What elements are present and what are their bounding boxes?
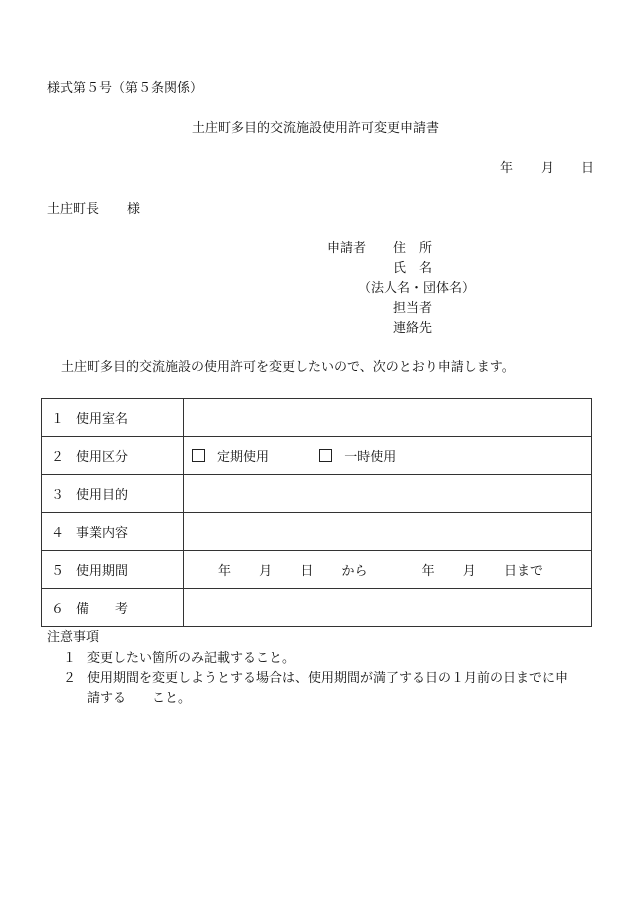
date-year-label: 年 (500, 161, 514, 176)
table-row (42, 437, 592, 475)
row-label-text: 使用期間 (76, 564, 129, 579)
note-1-text: 変更したい箇所のみ記載すること。 (87, 651, 296, 666)
row-label-business (42, 513, 184, 551)
row-label-purpose (42, 475, 184, 513)
applicant-label: 申請者 (327, 241, 367, 256)
row-label-text: 使用目的 (76, 488, 129, 503)
table-row (42, 475, 592, 513)
period-year-from-label: 年 (218, 564, 232, 579)
table-row (42, 551, 592, 589)
row-number: ５ (51, 564, 65, 579)
applicant-corp-note: （法人名・団体名） (358, 281, 476, 296)
date-day-label: 日 (581, 161, 595, 176)
table-row (42, 589, 592, 627)
period-year-to-label: 年 (421, 564, 435, 579)
row-number: ６ (51, 602, 65, 617)
row-label-text: 使用室名 (76, 412, 129, 427)
table-row (42, 399, 592, 437)
note-1-number: １ (63, 651, 77, 666)
row-label-text: 事業内容 (76, 526, 129, 541)
addressee-honorific: 様 (127, 202, 141, 217)
document-title: 土庄町多目的交流施設使用許可変更申請書 (192, 121, 440, 136)
date-month-label: 月 (541, 161, 555, 176)
addressee: 土庄町長 (47, 202, 100, 217)
period-from-label: から (341, 564, 368, 579)
row-number: ２ (51, 450, 65, 465)
applicant-name-label: 氏 名 (393, 261, 433, 276)
table-row (42, 513, 592, 551)
usage-period-field[interactable] (184, 551, 592, 589)
applicant-person-in-charge-label: 担当者 (393, 301, 433, 316)
business-content-field[interactable] (184, 513, 592, 551)
period-day-until-label: 日まで (503, 564, 543, 579)
applicant-address-label: 住 所 (393, 241, 433, 256)
form-number: 様式第５号（第５条関係） (47, 81, 204, 96)
row-label-text: 備 考 (76, 602, 129, 617)
period-month-from-label: 月 (259, 564, 273, 579)
row-label-remarks (42, 589, 184, 627)
option-regular-use-label: 定期使用 (217, 450, 270, 465)
application-table (41, 398, 592, 627)
usage-type-field (184, 437, 592, 475)
row-label-period (42, 551, 184, 589)
row-label-usage-type (42, 437, 184, 475)
notes-heading: 注意事項 (47, 630, 100, 645)
row-number: １ (51, 412, 65, 427)
period-day-from-label: 日 (300, 564, 314, 579)
row-label-text: 使用区分 (76, 450, 129, 465)
row-number: ３ (51, 488, 65, 503)
checkbox-temporary-use[interactable] (319, 449, 332, 462)
note-2-text: 使用期間を変更しようとする場合は、使用期間が満了する日の１月前の日までに申 (87, 671, 569, 686)
note-2-number: ２ (63, 671, 77, 686)
room-name-field[interactable] (184, 399, 592, 437)
note-2-text-continued: 請する こと。 (87, 691, 192, 706)
applicant-contact-label: 連絡先 (393, 321, 433, 336)
period-month-to-label: 月 (462, 564, 476, 579)
purpose-field[interactable] (184, 475, 592, 513)
row-label-room (42, 399, 184, 437)
intro-text: 土庄町多目的交流施設の使用許可を変更したいので、次のとおり申請します。 (61, 360, 515, 375)
remarks-field[interactable] (184, 589, 592, 627)
checkbox-regular-use[interactable] (192, 449, 205, 462)
row-number: ４ (51, 526, 65, 541)
option-temporary-use-label: 一時使用 (344, 450, 397, 465)
